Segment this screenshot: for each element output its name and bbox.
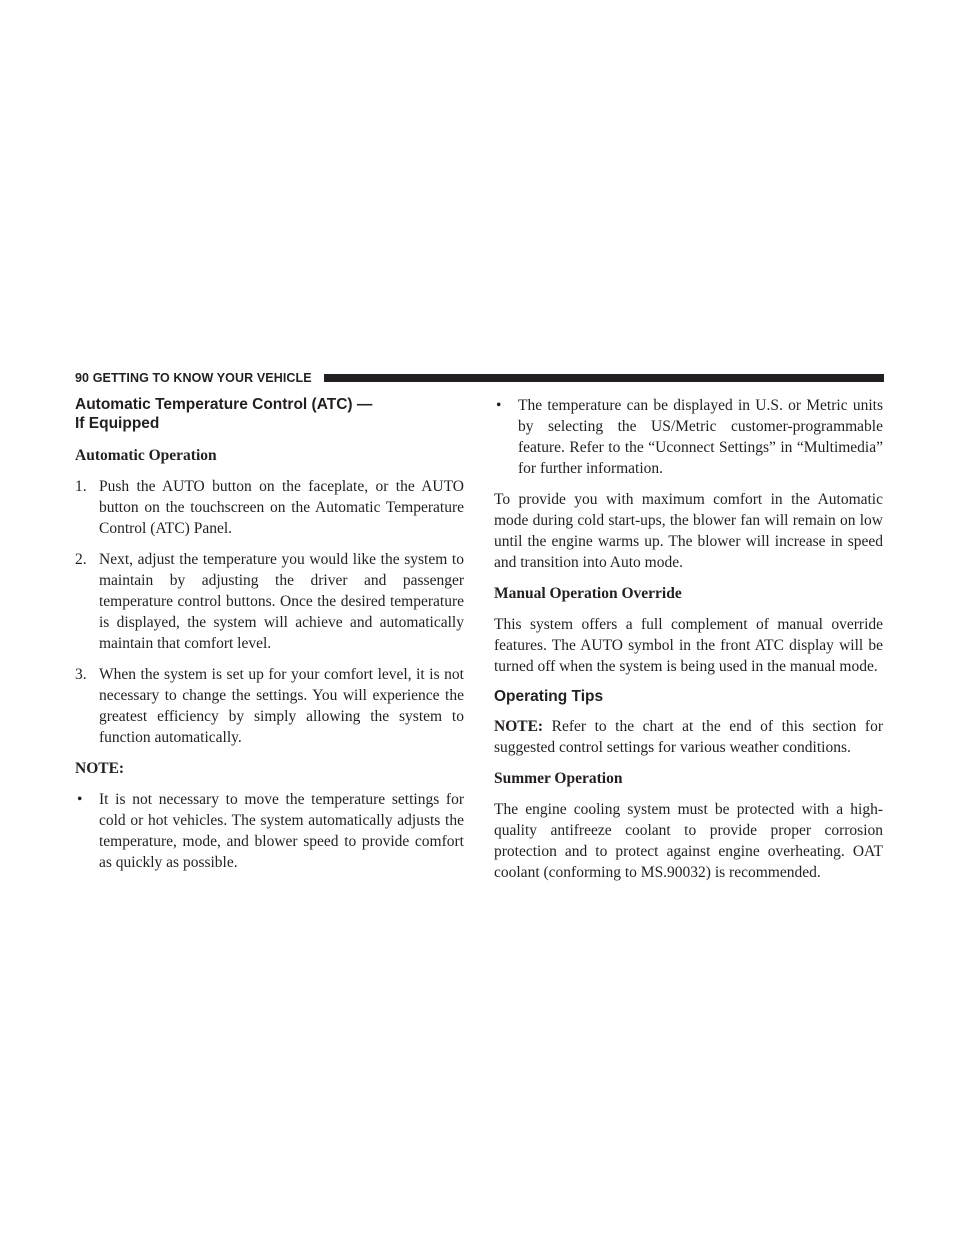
page-number: 90: [75, 371, 90, 385]
step-number: 1.: [75, 478, 87, 495]
page-header: [74, 371, 884, 385]
section-title: GETTING TO KNOW YOUR VEHICLE: [92, 371, 312, 385]
manual-override-heading: Manual Operation Override: [494, 585, 682, 602]
summer-operation-heading: Summer Operation: [494, 770, 623, 787]
step-text: Next, adjust the temperature you would like the system to maintain by adjusting the driver and passenger temperature control buttons. Once the desired temperature is displayed, the system will achieve and automatically maintain that comfort level.: [99, 551, 464, 652]
step-number: 2.: [75, 551, 87, 568]
section-heading-line1: Automatic Temperature Control (ATC) —: [75, 396, 373, 413]
bullet-icon: •: [496, 397, 502, 414]
header-label: [75, 371, 320, 385]
step-text: When the system is set up for your comfort level, it is not necessary to change the settings. You will experience the greatest efficiency by simply allowing the system to function automatically.: [99, 666, 464, 746]
note-bullet-text: It is not necessary to move the temperature settings for cold or hot vehicles. The system automatically adjusts the temperature, mode, and blower speed to provide comfort as quickly as possible.: [99, 791, 464, 871]
left-column: [75, 395, 464, 883]
step-number: 3.: [75, 666, 87, 683]
operating-tips-note: [494, 716, 883, 758]
note-bullet: [75, 789, 464, 873]
bullet-icon: •: [77, 791, 83, 808]
units-bullet-text: The temperature can be displayed in U.S. or Metric units by selecting the US/Metric customer-programmable feature. Refer to the “Uconnect Settings” in “Multimedia” for further information.: [518, 397, 883, 477]
automatic-operation-heading: Automatic Operation: [75, 447, 217, 464]
operating-tips-heading: Operating Tips: [494, 688, 604, 705]
section-heading-line2: If Equipped: [75, 415, 160, 432]
note-label: NOTE:: [75, 760, 125, 777]
cold-start-paragraph: To provide you with maximum comfort in the Automatic mode during cold start-ups, the blower fan will remain on low until the engine warms up. The blower will increase in speed and transition into Auto mode.: [494, 491, 883, 571]
manual-override-paragraph: This system offers a full complement of manual override features. The AUTO symbol in the front ATC display will be turned off when the system is being used in the manual mode.: [494, 616, 883, 675]
step-item: [75, 664, 464, 748]
right-column: [494, 395, 883, 893]
step-item: [75, 549, 464, 654]
summer-operation-paragraph: The engine cooling system must be protected with a high-quality antifreeze coolant to provide proper corrosion protection and to protect against engine overheating. OAT coolant (conforming to MS.90032) is recommended.: [494, 801, 883, 881]
tips-note-label: NOTE:: [494, 718, 544, 735]
step-item: [75, 476, 464, 539]
units-bullet: [494, 395, 883, 479]
step-text: Push the AUTO button on the faceplate, or the AUTO button on the touchscreen on the Automatic Temperature Control (ATC) Panel.: [99, 478, 464, 537]
tips-note-text: Refer to the chart at the end of this section for suggested control settings for various weather conditions.: [494, 718, 883, 756]
header-rule: [324, 374, 884, 382]
section-heading: [75, 395, 464, 433]
